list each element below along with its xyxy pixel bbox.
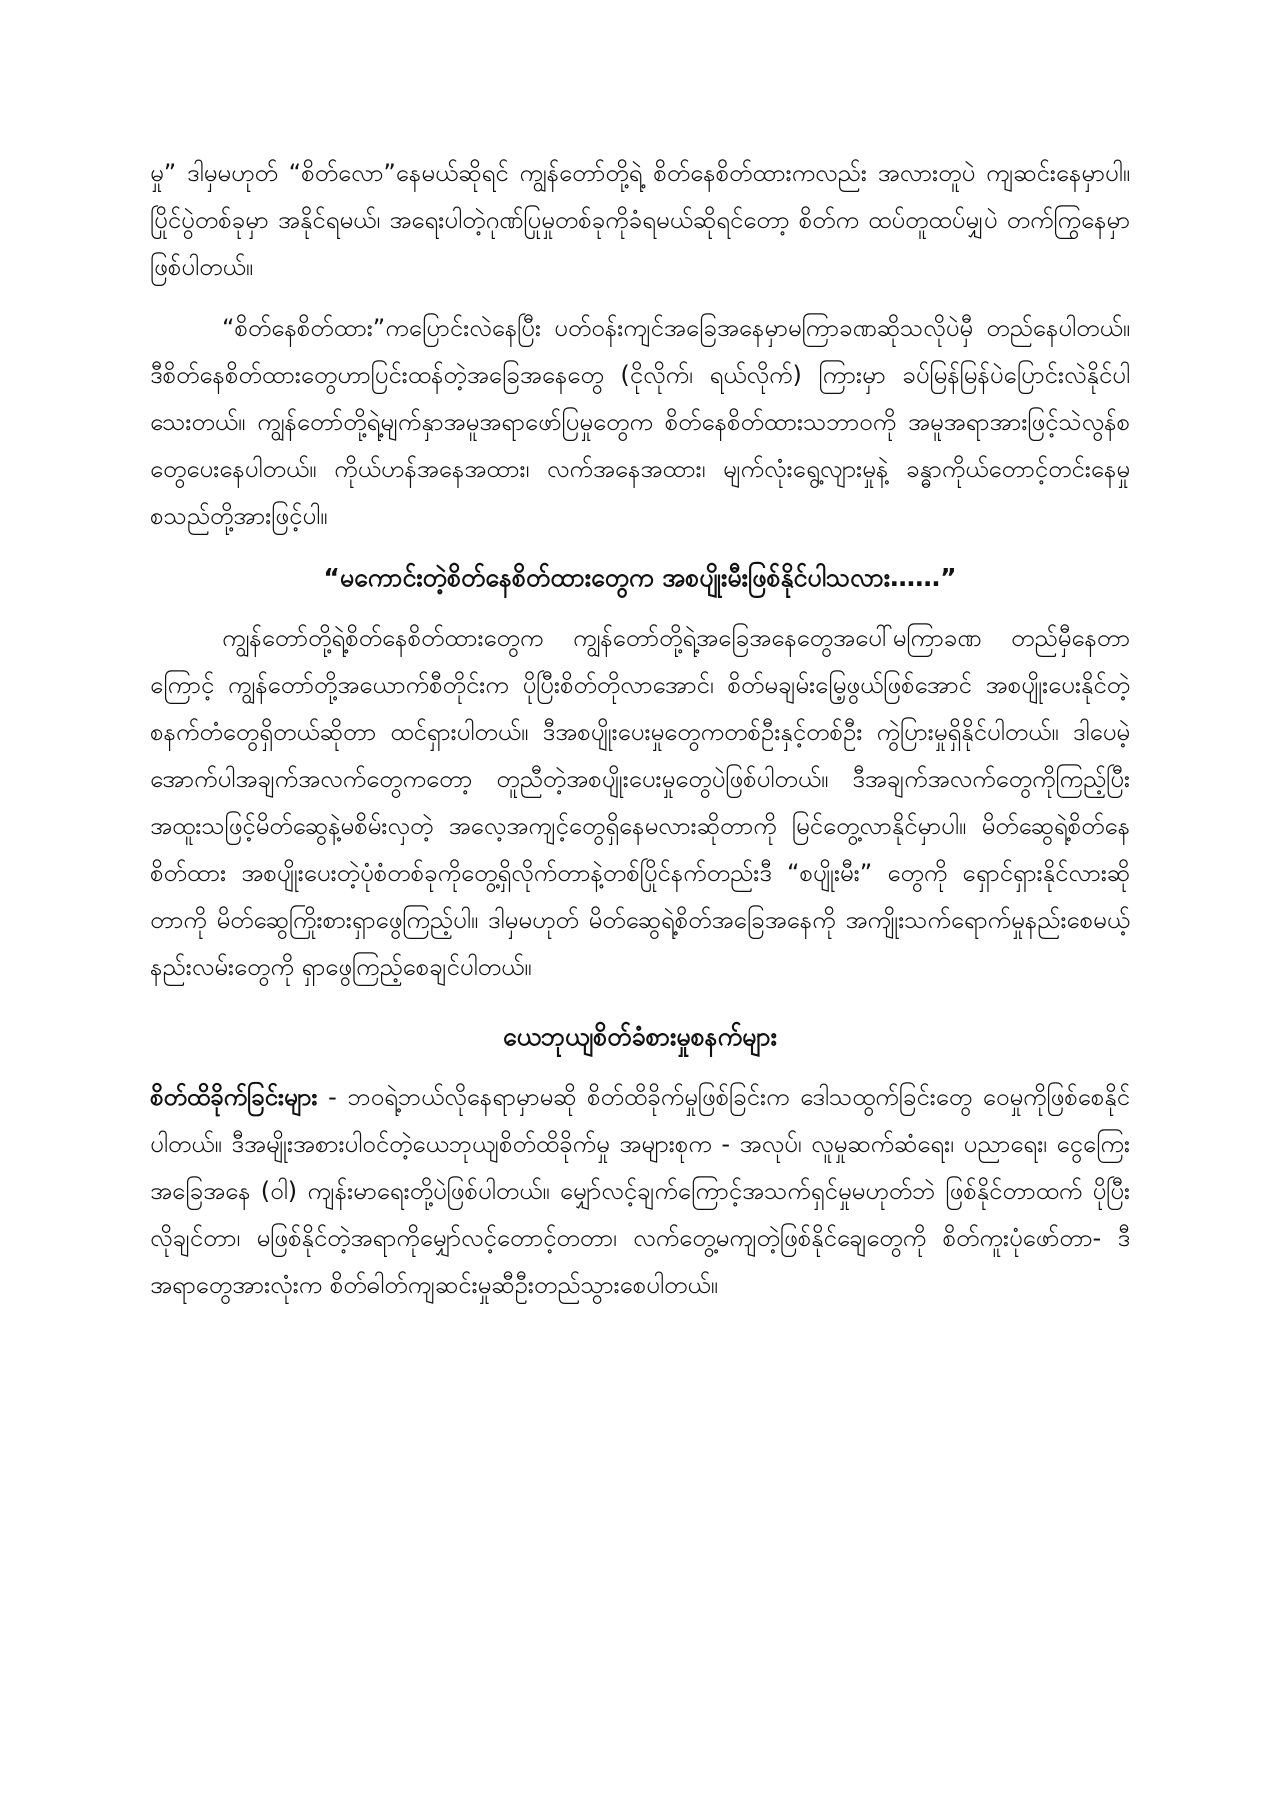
paragraph-mood-changes: “စိတ်နေစိတ်ထား”ကပြောင်းလဲနေပြီး ပတ်ဝန်းကျင်အခြေအနေမှာမကြာခဏဆိုသလိုပဲမှီ တည်နေပါတယ်။ ဒီစိတ်နေစိတ်ထားတွေဟာပြင်းထန်တဲ့အခြေအနေတွေ (ငိုလိုက်၊ ရယ်လိုက်) ကြားမှာ ခပ်မြန်မြန်ပဲပြောင်းလဲနိုင်ပါသေးတယ်။ ကျွန်တော်တို့ရဲ့မျက်နှာအမူအရာဖော်ပြမှုတွေက စိတ်နေစိတ်ထားသဘာဝကို အမူအရာအားဖြင့်သဲလွန်စတွေပေးနေပါတယ်။ ကိုယ်ဟန်အနေအထား၊ လက်အနေအထား၊ မျက်လုံးရွေ့လျားမှုနဲ့ ခန္ဓာကိုယ်တောင့်တင်းနေမှု စသည်တို့အားဖြင့်ပါ။ — [150, 314, 1130, 530]
paragraph-stress — [150, 1074, 1130, 1309]
paragraph-spacer — [150, 991, 1130, 1013]
document-page — [150, 150, 1130, 1690]
paragraph-spacer — [150, 291, 1130, 305]
paragraph-spacer — [150, 540, 1130, 554]
paragraph-continuation: မှု” ဒါမှမဟုတ် “စိတ်လော”နေမယ်ဆိုရင် ကျွန်တော်တို့ရဲ့ စိတ်နေစိတ်ထားကလည်း အလားတူပဲ ကျဆင်းနေမှာပါ။ ပြိုင်ပွဲတစ်ခုမှာ အနိုင်ရမယ်၊ အရေးပါတဲ့ဂုဏ်ပြုမှုတစ်ခုကိုခံရမယ်ဆိုရင်တော့ စိတ်က ထပ်တူထပ်မျှပဲ တက်ကြွနေမှာဖြစ်ပါတယ်။ — [150, 159, 1130, 281]
section-heading-common-triggers: ယေဘုယျစိတ်ခံစားမှုစနက်များ — [503, 1022, 777, 1051]
paragraph-lead-term: စိတ်ထိခိုက်ခြင်းများ — [150, 1083, 318, 1111]
paragraph-spacer — [150, 601, 1130, 615]
section-heading-triggers: “မကောင်းတဲ့စိတ်နေစိတ်ထားတွေက အစပျိုးမီးဖြစ်နိုင်ပါသလား……” — [323, 563, 957, 592]
paragraph-mood-triggers: ကျွန်တော်တို့ရဲ့စိတ်နေစိတ်ထားတွေက ကျွန်တော်တို့ရဲ့အခြေအနေတွေအပေါ်မကြာခဏ တည်မှီနေတာကြောင့် ကျွန်တော်တို့အယောက်စီတိုင်းက ပိုပြီးစိတ်တိုလာအောင်၊ စိတ်မချမ်းမြေ့ဖွယ်ဖြစ်အောင် အစပျိုးပေးနိုင်တဲ့စနက်တံတွေရှိတယ်ဆိုတာ ထင်ရှားပါတယ်။ ဒီအစပျိုးပေးမှုတွေကတစ်ဦးနှင့်တစ်ဦး ကွဲပြားမှုရှိနိုင်ပါတယ်။ ဒါပေမဲ့အောက်ပါအချက်အလက်တွေကတော့ တူညီတဲ့အစပျိုးပေးမှုတွေပဲဖြစ်ပါတယ်။ ဒီအချက်အလက်တွေကိုကြည့်ပြီး အထူးသဖြင့်မိတ်ဆွေနဲ့မစိမ်းလှတဲ့ အလေ့အကျင့်တွေရှိနေမလားဆိုတာကို မြင်တွေ့လာနိုင်မှာပါ။ မိတ်ဆွေရဲ့စိတ်နေစိတ်ထား အစပျိုးပေးတဲ့ပုံစံတစ်ခုကိုတွေ့ရှိလိုက်တာနဲ့တစ်ပြိုင်နက်တည်းဒီ “စပျိုးမီး” တွေကို ရှောင်ရှားနိုင်လားဆိုတာကို မိတ်ဆွေကြိုးစားရှာဖွေကြည့်ပါ။ ဒါမှမဟုတ် မိတ်ဆွေရဲ့စိတ်အခြေအနေကို အကျိုးသက်ရောက်မှုနည်းစေမယ့်နည်းလမ်းတွေကို ရှာဖွေကြည့်စေချင်ပါတယ်။ — [150, 624, 1130, 981]
paragraph-spacer — [150, 1060, 1130, 1074]
paragraph-body: - ဘဝရဲ့ဘယ်လိုနေရာမှာမဆို စိတ်ထိခိုက်မှုဖြစ်ခြင်းက ဒေါသထွက်ခြင်းတွေ ဝေမှုကိုဖြစ်စေနိုင်ပါတယ်။ ဒီအမျိုးအစားပါဝင်တဲ့ယေဘုယျစိတ်ထိခိုက်မှု အများစုက - အလုပ်၊ လူမှုဆက်ဆံရေး၊ ပညာရေး၊ ငွေကြေးအခြေအနေ (ဝါ) ကျန်းမာရေးတို့ပဲဖြစ်ပါတယ်။ မျှော်လင့်ချက်ကြောင့်အသက်ရှင်မှုမဟုတ်ဘဲ ဖြစ်နိုင်တာထက် ပိုပြီးလိုချင်တာ၊ မဖြစ်နိုင်တဲ့အရာကိုမျှော်လင့်တောင့်တတာ၊ လက်တွေ့မကျတဲ့ဖြစ်နိုင်ချေတွေကို စိတ်ကူးပုံဖော်တာ- ဒီအရာတွေအားလုံးက စိတ်ဓါတ်ကျဆင်းမှုဆီဦးတည်သွားစေပါတယ်။ — [150, 1083, 1130, 1299]
